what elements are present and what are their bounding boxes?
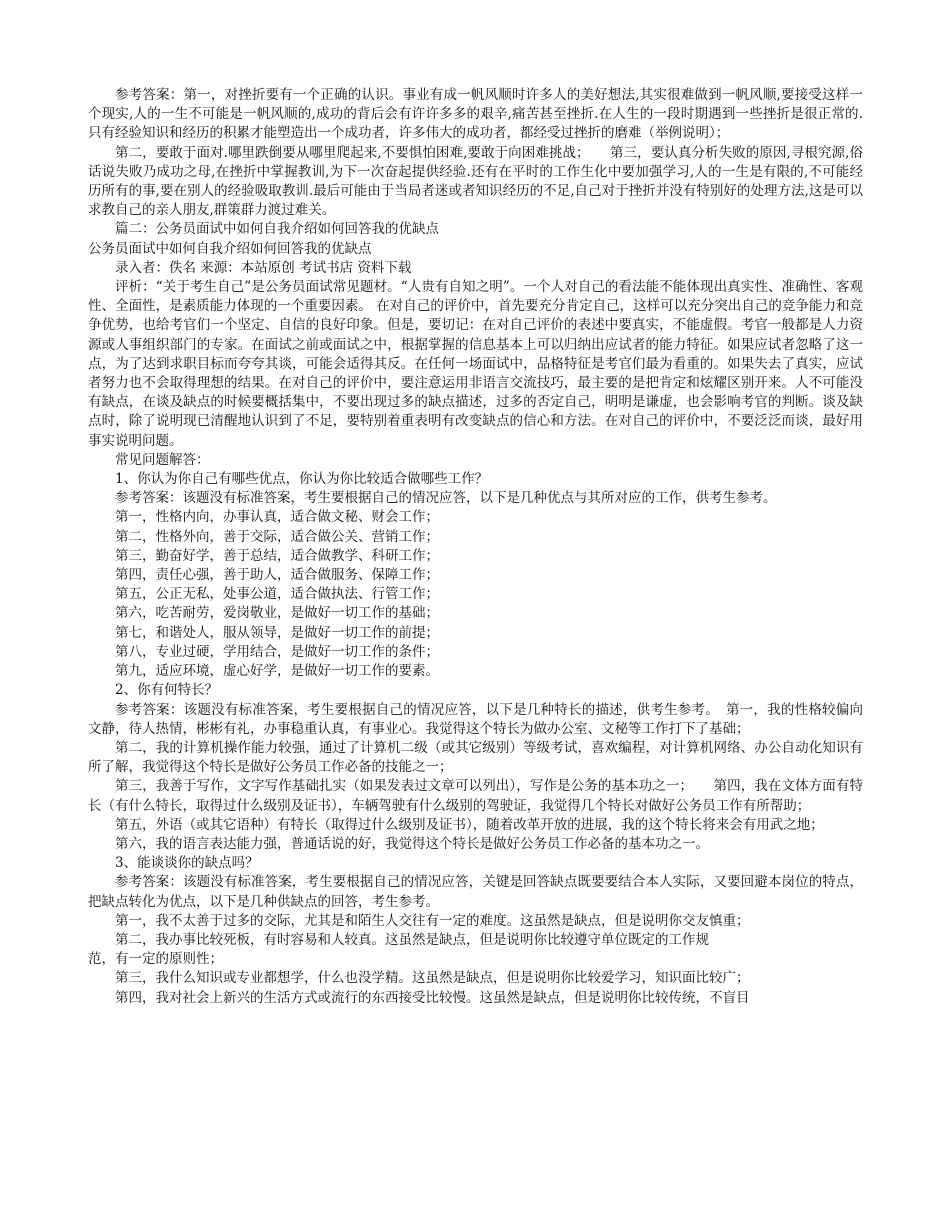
answer-paragraph: 第六，我的语言表达能力强，普通话说的好，我觉得这个特长是做好公务员工作必备的基本功之一。	[115, 835, 709, 852]
section-heading: 篇二：公务员面试中如何自我介绍如何回答我的优缺点	[115, 221, 439, 238]
list-item-continuation: 范，有一定的原则性；	[88, 951, 223, 968]
question-1: 1、你认为你自己有哪些优点，你认为你比较适合做哪些工作？	[115, 471, 489, 488]
answer-paragraph: 第五，外语（或其它语种）有特长（取得过什么级别及证书），随着改革开放的进展，我的这个特长将来会有用武之地；	[115, 816, 824, 833]
faq-heading: 常见问题解答：	[115, 451, 210, 468]
question-3: 3、能谈谈你的缺点吗？	[115, 855, 259, 872]
list-item: 第一，性格内向，办事认真，适合做文秘、财会工作；	[115, 509, 439, 526]
answer-paragraph: 第二，要敢于面对.哪里跌倒要从哪里爬起来,不要惧怕困难,要敢于向困难挑战； 第三，要认真分析失败的原因,寻根究源,俗话说失败乃成功之母,在挫折中掌握教训,为下一次奋起提供经验.还有在平时的工作生化中要加强学习,人的一生是有限的,不可能经历所有的事,要在别人的经验吸取教训.最后可能由于当局者迷或者知识经历的不足,自己对于挫折并没有特别好的处理方法,这是可以求教自己的亲人朋友,群策群力渡过难关。	[88, 144, 863, 219]
list-item: 第九，适应环境，虚心好学，是做好一切工作的要素。	[115, 663, 439, 680]
list-item: 第八，专业过硬，学用结合，是做好一切工作的条件；	[115, 643, 439, 660]
article-meta: 录入者：佚名 来源：本站原创 考试书店 资料下载	[115, 259, 412, 276]
list-item: 第一，我不太善于过多的交际，尤其是和陌生人交往有一定的难度。这虽然是缺点，但是说明你交友慎重；	[115, 912, 750, 929]
list-item: 第三，勤奋好学，善于总结，适合做教学、科研工作；	[115, 547, 439, 564]
document-body	[88, 86, 863, 1008]
answer-paragraph: 参考答案：该题没有标准答案，考生要根据自己的情况应答，以下是几种优点与其所对应的工作，供考生参考。	[115, 490, 777, 507]
answer-paragraph: 参考答案：第一，对挫折要有一个正确的认识。事业有成一帆风顺时许多人的美好想法,其实很难做到一帆风顺,要接受这样一个现实,人的一生不可能是一帆风顺的,成功的背后会有许许多多的艰辛,痛苦甚至挫折.在人生的一段时期遇到一些挫折是很正常的.只有经验知识和经历的积累才能塑造出一个成功者，许多伟大的成功者，都经受过挫折的磨难（举例说明）；	[88, 87, 863, 142]
answer-paragraph: 参考答案：该题没有标准答案，考生要根据自己的情况应答，关键是回答缺点既要要结合本人实际，又要回避本岗位的特点，把缺点转化为优点，以下是几种供缺点的回答，考生参考。	[88, 874, 863, 910]
list-item: 第四，我对社会上新兴的生活方式或流行的东西接受比较慢。这虽然是缺点，但是说明你比较传统，不盲目	[115, 989, 750, 1006]
answer-paragraph: 参考答案：该题没有标准答案，考生要根据自己的情况应答，以下是几种特长的描述，供考生参考。 第一，我的性格较偏向文静，待人热情，彬彬有礼，办事稳重认真，有事业心。我觉得这个特长为做办公室、文秘等工作打下了基础；	[88, 701, 863, 737]
list-item: 第三，我什么知识或专业都想学，什么也没学精。这虽然是缺点，但是说明你比较爱学习，知识面比较广；	[115, 970, 750, 987]
commentary-paragraph: 评析：“关于考生自己”是公务员面试常见题材。“人贵有自知之明”。一个人对自己的看法能不能体现出真实性、准确性、客观性、全面性，是素质能力体现的一个重要因素。 在对自己的评价中，首先要充分肯定自己，这样可以充分突出自己的竞争能力和竞争优势，也给考官们一个坚定、自信的良好印象。但是，要切记：在对自己评价的表述中要真实，不能虚假。考官一般都是人力资源或人事组织部门的专家。在面试之前或面试之中，根据掌握的信息基本上可以归纳出应试者的能力特征。如果应试者忽略了这一点，为了达到求职目标而夸夸其谈，可能会适得其反。在任何一场面试中，品格特征是考官们最为看重的。如果失去了真实，应试者努力也不会取得理想的结果。在对自己的评价中，要注意运用非语言交流技巧，最主要的是把肯定和炫耀区别开来。人不可能没有缺点，在谈及缺点的时候要概括集中，不要出现过多的缺点描述，过多的否定自己，明明是谦虚，也会影响考官的判断。谈及缺点时，除了说明现已清醒地认识到了不足，要特别着重表明有改变缺点的信心和方法。在对自己的评价中，不要泛泛而谈，最好用事实说明问题。	[88, 279, 863, 449]
article-title: 公务员面试中如何自我介绍如何回答我的优缺点	[88, 240, 372, 257]
list-item: 第七，和谐处人，服从领导，是做好一切工作的前提；	[115, 624, 439, 641]
list-item: 第二，性格外向，善于交际，适合做公关、营销工作；	[115, 528, 439, 545]
question-2: 2、你有何特长？	[115, 682, 219, 699]
answer-paragraph: 第三，我善于写作，文字写作基础扎实（如果发表过文章可以列出），写作是公务的基本功之一； 第四，我在文体方面有特长（有什么特长，取得过什么级别及证书），车辆驾驶有什么级别的驾驶证，我觉得几个特长对做好公务员工作有所帮助；	[88, 778, 863, 814]
list-item: 第四，责任心强，善于助人，适合做服务、保障工作；	[115, 567, 439, 584]
answer-paragraph: 第二，我的计算机操作能力较强，通过了计算机二级（或其它级别）等级考试，喜欢编程，对计算机网络、办公自动化知识有所了解，我觉得这个特长是做好公务员工作必备的技能之一；	[88, 739, 863, 776]
list-item: 第六，吃苦耐劳，爱岗敬业，是做好一切工作的基础；	[115, 605, 439, 622]
list-item: 第二，我办事比较死板，有时容易和人较真。这虽然是缺点，但是说明你比较遵守单位既定的工作规	[115, 931, 709, 948]
list-item: 第五，公正无私，处事公道，适合做执法、行管工作；	[115, 586, 439, 603]
